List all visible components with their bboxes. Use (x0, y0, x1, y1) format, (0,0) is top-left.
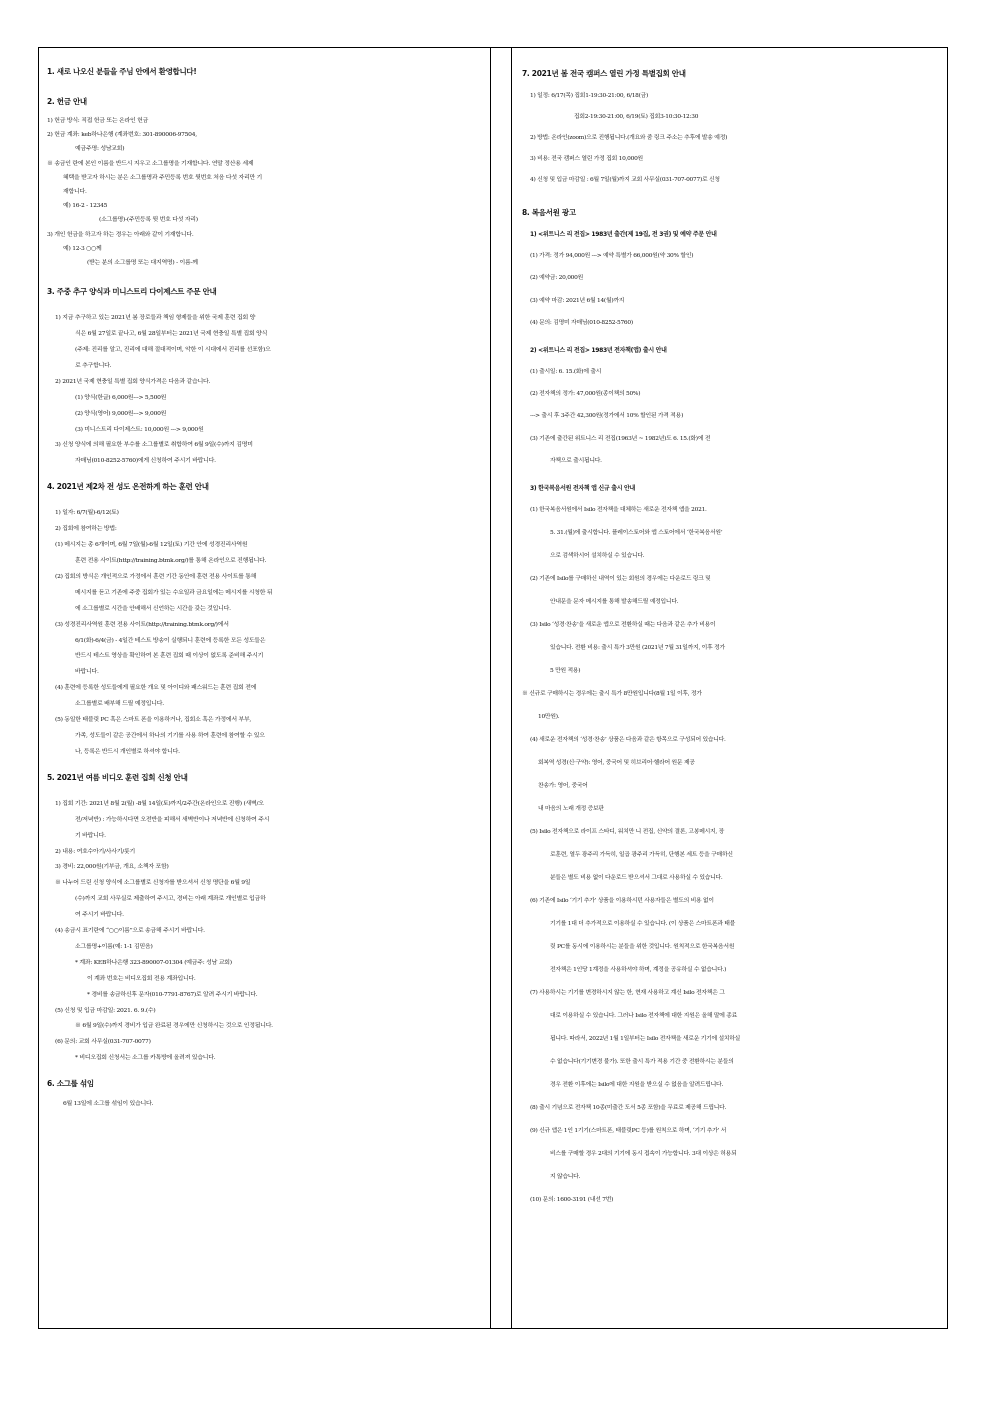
text-line: 3) 신청 양식에 의해 필요한 부수를 소그룹별로 취합하여 6월 9일(수)까지 김명미 (55, 441, 253, 449)
text-line: 릿 PC를 동시에 이용하시는 분들을 위한 것입니다. 원칙적으로 한국복음서원 (550, 943, 735, 950)
text-line: 내 마음의 노래 개정 증보판 (538, 805, 604, 812)
text-line: 2) 2021년 국제 현충일 특별 집회 양식가격은 다음과 같습니다. (55, 377, 211, 385)
text-line: (3) Isilo ‘성경·찬송’을 새로운 앱으로 전환하실 때는 다음과 같은 추가 비용이 (530, 621, 716, 628)
text-line: (주제: 진리를 알고, 진리에 대해 절대적이며, 악한 이 시대에서 진리를 선포함)으 (75, 346, 271, 354)
section-heading-campus-meeting: 7. 2021년 봄 전국 캠퍼스 열린 가정 특별집회 안내 (522, 69, 686, 78)
text-line: (1) 가격: 정가 94,000원 ---> 예약 특별가 66,000원(약 30% 할인) (530, 253, 694, 259)
text-line: 재합니다. (63, 188, 87, 196)
text-line: 회복역 성경(신·구약): 영어, 중국어 및 히브리어·헬라어 원문 제공 (538, 759, 695, 766)
text-line: (3) 성경진리사역원 훈련 전용 사이트(http://training.btmk.org/)에서 (55, 620, 229, 628)
text-line: 찬송가: 영어, 중국어 (538, 782, 588, 789)
text-line: (2) 양식(영어) 9,000원---> 9,000원 (75, 409, 167, 417)
section-heading-small-group: 6. 소그룹 섞임 (47, 1079, 94, 1089)
text-line: (3) 예약 마감: 2021년 6월 14(월)까지 (530, 297, 625, 304)
text-line: 으로 검색하시어 설치하실 수 있습니다. (550, 552, 645, 559)
text-line: 전자책은 1인당 1계정을 사용하셔야 하며, 계정을 공유하실 수 없습니다.) (550, 966, 727, 973)
text-line: 4) 신청 및 입금 마감일 : 6월 7일(월)까지 교회 사무실(031-707-0077)로 신청 (530, 177, 720, 183)
column-divider (511, 48, 512, 1328)
text-line: ---> 출시 후 3주간 42,300원(정가에서 10% 할인된 가격 적용) (530, 413, 684, 420)
section-heading-bookroom: 8. 복음서원 광고 (522, 208, 576, 217)
text-line: 있습니다. 전환 비용: 출시 특가 3만원 (2021년 7월 31일까지, 이후 정가 (550, 644, 725, 651)
text-line: 혜택을 받고자 하시는 분은 소그룹명과 주민등록 번호 뒷번호 처음 다섯 자리만 기 (63, 173, 263, 181)
text-line: 5. 31.(월)에 출시합니다. 플레이스토어와 앱 스토어에서 ‘한국복음서원’ (550, 529, 723, 536)
text-line: ※ 송금인 란에 본인 이름을 반드시 지우고 소그룹명을 기재합니다. 연말 정산용 세제 (47, 159, 254, 167)
text-line: 메시지를 듣고 기존에 주중 집회가 있는 수요일과 금요일에는 메시지를 시청한 뒤 (75, 588, 273, 596)
text-line: 2) 내용: 여호수아기/사사기/룻기 (55, 847, 135, 855)
text-line: 10만원). (538, 713, 560, 720)
text-line: 3) 경비: 22,000원(기부금, 개요, 소책자 포함) (55, 863, 169, 871)
text-line: 반드시 테스트 영상을 확인하여 본 훈련 집회 때 이상이 없도록 준비해 주시기 (75, 652, 264, 660)
text-line: 1) 헌금 방식: 직접 헌금 또는 온라인 헌금 (47, 117, 149, 124)
text-line: 분들은 별도 비용 없이 다운로드 받으셔서 그대로 사용하실 수 있습니다. (550, 874, 723, 881)
text-line: (2) 기존에 Isilo를 구매하신 내역이 있는 회원의 경우에는 다운로드 링크 및 (530, 575, 711, 582)
text-line: (5) 신청 및 입금 마감일: 2021. 6. 9.(수) (55, 1006, 156, 1014)
text-line: * 비디오집회 신청서는 소그룹 카톡방에 올려져 있습니다. (75, 1054, 216, 1062)
text-line: 수 없습니다(기기변경 불가). 또한 출시 특가 적용 기간 중 전환하시는 분들의 (550, 1058, 734, 1065)
text-line: 로훈련, 열두 광주리 가득히, 일곱 광주리 가득히, 단행본 세트 등을 구매하신 (550, 851, 733, 858)
text-line: 2) 헌금 계좌: keb하나은행 (계좌번호: 301-890006-97504, (47, 131, 197, 139)
text-line: (2) 집회의 방식은 개인적으로 가정에서 훈련 기간 동안에 훈련 전용 사이트를 통해 (55, 572, 257, 580)
text-line: 가족, 성도들이 같은 공간에서 하나의 기기를 사용 하여 훈련에 참여할 수 있으 (75, 731, 265, 739)
text-line: (8) 출시 기념으로 전자책 10종(미출간 도서 5종 포함)을 무료로 제공해 드립니다. (530, 1104, 727, 1111)
text-line: (1) 메시지는 총 6개이며, 6월 7일(월)-6월 12일(토) 기간 안에 성경진리사역원 (55, 541, 248, 549)
section-heading-study-materials: 3. 주중 추구 양식과 미니스트리 다이제스트 주문 안내 (47, 287, 217, 297)
text-line: (1) 양식(한글) 6,000원---> 5,500원 (75, 393, 167, 401)
text-line: 6월 13일에 소그룹 섞임이 있습니다. (63, 1100, 154, 1108)
text-line: (4) 문의: 김명미 자매님(010-8252-5760) (530, 320, 633, 327)
text-line: (4) 훈련에 등록한 성도들에게 필요한 개요 및 아이디와 패스워드는 훈련 집회 전에 (55, 684, 257, 692)
text-line: (받는 분의 소그룹명 또는 대지역명) - 이름-께 (87, 259, 198, 267)
text-line: 훈련 전용 사이트(http://training.btmk.org/)를 통해 온라인으로 진행됩니다. (75, 557, 267, 565)
text-line: (3) 기존에 출간된 위트니스 리 전집(1963년 ~ 1982년)도 6. 15.(화)에 전 (530, 435, 711, 442)
section-heading-welcome: 1. 새로 나오신 분들을 주님 안에서 환영합니다! (47, 67, 197, 76)
text-line: 비스를 구매할 경우 2대의 기기에 동시 접속이 가능합니다. 3대 이상은 허용되 (550, 1150, 737, 1157)
text-line: 3) 개인 헌금을 하고자 하는 경우는 아래와 같이 기재합니다. (47, 230, 194, 238)
text-line: 이 계좌 번호는 비디오집회 전용 계좌입니다. (87, 974, 196, 982)
text-line: (소그룹명)-(주민등록 뒷 번호 다섯 자리) (99, 216, 198, 224)
subheading-ebook-release: 2) <위트니스 리 전집> 1983년 전자책(앱) 출시 안내 (530, 346, 667, 354)
column-divider (490, 48, 491, 1328)
section-heading-offering: 2. 헌금 안내 (47, 97, 87, 106)
text-line: 나, 등록은 반드시 개인별로 하셔야 합니다. (75, 747, 180, 755)
text-line: (수)까지 교회 사무실로 제출하여 주시고, 경비는 아래 계좌로 개인별로 입금하 (75, 895, 266, 903)
text-line: (2) 전자책의 정가: 47,000원(종이책의 50%) (530, 391, 641, 398)
text-line: 2) 방법: 온라인(zoom)으로 진행됩니다.(개요와 줌 링크 주소는 추후에 발송 예정) (530, 135, 728, 141)
text-line: 집회2-19:30-21:00, 6/19(토) 집회3-10:30-12:30 (574, 114, 699, 120)
text-line: 전/저녁반) : 가능하시다면 오전반을 피해서 새벽반이나 저녁반에 신청하여 주시 (75, 815, 270, 823)
text-line: (10) 문의: 1600-3191 (내선 7번) (530, 1196, 614, 1203)
text-line: ※ 6월 9일(수)까지 경비가 입금 완료된 경우에만 신청하시는 것으로 인정됩니다. (75, 1022, 273, 1030)
text-line: 자책으로 출시됩니다. (550, 458, 602, 465)
text-line: ※ 신규로 구매하시는 경우에는 출시 특가 8만원입니다(8월 1일 이후, 정가 (522, 690, 702, 697)
text-line: 경우 전환 이후에는 Isilo에 대한 지원을 받으실 수 없음을 알려드립니다. (550, 1081, 724, 1088)
text-line: 예) 16-2 - 12345 (63, 202, 108, 210)
text-line: * 계좌: KEB하나은행 323-890007-01304 (예금주: 성남 교회) (75, 958, 232, 966)
text-line: 5 만원 적용) (550, 667, 581, 674)
text-line: (6) 문의: 교회 사무실(031-707-0077) (55, 1038, 151, 1046)
text-line: 식은 6월 27일로 끝나고, 6월 28일부터는 2021년 국제 현충일 특별 집회 양식 (75, 330, 268, 338)
text-line: (5) 동일한 태블릿 PC 혹은 스마트 폰을 이용하거나, 집회소 혹은 가정에서 부부, (55, 716, 252, 724)
text-line: (6) 기존에 Isilo ‘기기 추가’ 상품을 이용하시던 사용자들은 별도의 비용 없이 (530, 897, 714, 904)
text-line: (7) 사용하시는 기기를 변경하시지 않는 한, 현재 사용하고 계신 Isilo 전자책은 그 (530, 989, 725, 996)
bulletin-frame (38, 47, 948, 1329)
text-line: * 경비를 송금하신후 문자(010-7791-8767)로 알려 주시기 바랍니다. (87, 990, 258, 998)
text-line: 기 바랍니다. (75, 831, 106, 839)
text-line: 예금주명: 성남교회) (75, 145, 125, 153)
text-line: 6/1(화)-6/4(금) - 4일간 테스트 방송이 실행되니 훈련에 등록한 모든 성도들은 (75, 636, 266, 644)
text-line: 2) 집회에 참여하는 방법: (55, 525, 117, 533)
text-line: 3) 비용: 전국 캠퍼스 열린 가정 집회 10,000원 (530, 156, 643, 162)
section-heading-training: 4. 2021년 제2차 전 성도 온전하게 하는 훈련 안내 (47, 482, 209, 492)
text-line: 여 주시기 바랍니다. (75, 911, 124, 919)
text-line: 예) 12-3 ○○께 (63, 244, 102, 252)
text-line: 에 소그룹별로 시간을 안배해서 신언하는 시간을 갖는 것입니다. (75, 604, 231, 612)
text-line: 기기를 1대 더 추가적으로 이용하실 수 있습니다. (이 상품은 스마트폰과 태블 (550, 920, 736, 927)
text-line: 됩니다. 따라서, 2022년 1월 1일부터는 Isilo 전자책을 새로운 기기에 설치하실 (550, 1035, 741, 1042)
left-column (47, 58, 484, 1112)
subheading-collected-works: 1) <위트니스 리 전집> 1983년 출간(제 19집, 전 3권) 및 예약 주문 안내 (530, 231, 717, 238)
text-line: 소그룹별로 배부해 드릴 예정입니다. (75, 700, 164, 708)
text-line: 1) 일정: 6/17(목) 집회1-19:30-21:00, 6/18(금) (530, 93, 649, 99)
text-line: 소그룹명+이름(예: 1-1 김믿음) (75, 942, 153, 950)
text-line: 바랍니다. (75, 668, 99, 676)
text-line: (4) 새로운 전자책의 ‘성경·찬송’ 상품은 다음과 같은 항목으로 구성되어 있습니다. (530, 736, 726, 743)
text-line: (9) 신규 앱은 1인 1기기(스마트폰, 태블릿PC 등)를 원칙으로 하며, ‘기기 추가’ 서 (530, 1127, 727, 1134)
text-line: 1) 지금 추구하고 있는 2021년 봄 장로들과 책임 형제들을 위한 국제 훈련 집회 양 (55, 314, 256, 322)
text-line: (4) 송금시 표기란에 “○○이름”으로 송금해 주시기 바랍니다. (55, 927, 205, 935)
text-line: 로 추구합니다. (75, 361, 112, 369)
text-line: 1) 일자: 6/7(월)-6/12(토) (55, 509, 119, 517)
text-line: 대로 이용하실 수 있습니다. 그러나 Isilo 전자책에 대한 지원은 올해 말에 종료 (550, 1012, 738, 1019)
text-line: 안내문을 문자 메시지를 통해 발송해드릴 예정입니다. (550, 598, 679, 605)
text-line: 지 않습니다. (550, 1173, 581, 1180)
text-line: (1) 출시일: 6. 15.(화)에 출시 (530, 368, 602, 375)
subheading-new-app: 3) 한국복음서원 전자책 앱 신규 출시 안내 (530, 484, 635, 492)
text-line: (2) 예약금: 20,000원 (530, 275, 583, 282)
section-heading-video-training: 5. 2021년 여름 비디오 훈련 집회 신청 안내 (47, 772, 188, 782)
text-line: (3) 미니스트리 다이제스트: 10,000원 ---> 9,000원 (75, 425, 204, 433)
text-line: 자매님(010-8252-5760)에게 신청하여 주시기 바랍니다. (75, 457, 216, 465)
text-line: (1) 한국복음서원에서 Isilo 전자책을 대체하는 새로운 전자책 앱을 2021. (530, 506, 707, 513)
right-column (522, 58, 942, 1212)
text-line: (5) Isilo 전자책으로 라이프 스타디, 워치만 니 전집, 신약의 결론, 고봉메시지, 장 (530, 828, 725, 835)
text-line: ※ 나누어 드린 신청 양식에 소그룹별로 신청자를 받으셔서 신청 명단을 6월 9일 (55, 879, 251, 887)
text-line: 1) 집회 기간: 2021년 8월 2(월) -8월 14일(토)까지/2주간(온라인으로 진행) (새벽/오 (55, 799, 264, 807)
